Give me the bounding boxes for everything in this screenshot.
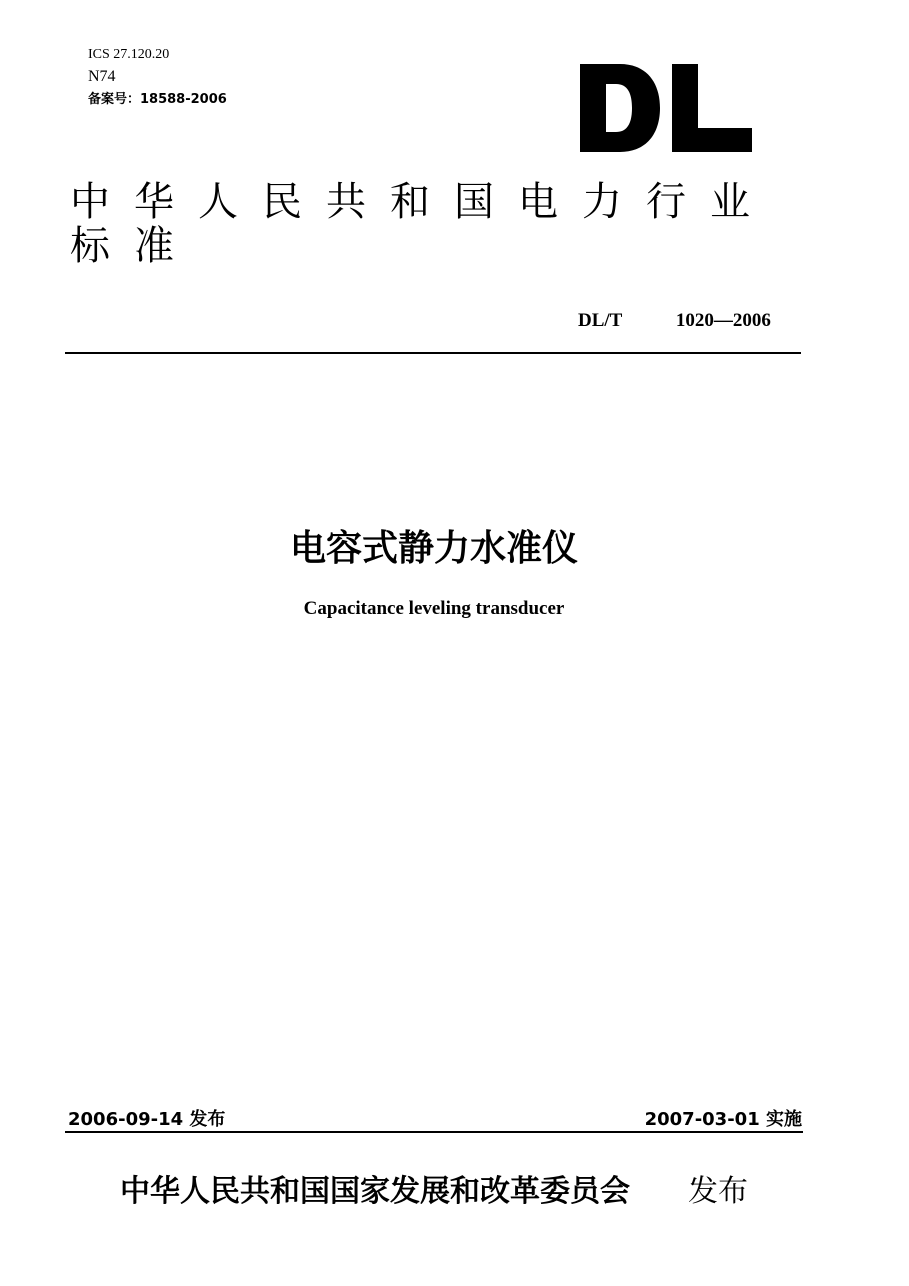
ics-code: ICS 27.120.20 (88, 47, 170, 62)
standard-code-number: 1020—2006 (675, 310, 771, 331)
standard-type-title: 中华人民共和国电力行业标准 (70, 179, 774, 269)
dl-logo (580, 62, 752, 154)
category-code: N74 (88, 68, 116, 85)
publish-label: 发布 (688, 1174, 748, 1209)
document-title-english: Capacitance leveling transducer (303, 598, 565, 619)
publisher: 中华人民共和国国家发展和改革委员会 (120, 1174, 630, 1209)
effective-date: 2007-03-01 实施 (644, 1109, 802, 1130)
record-number: 备案号：18588-2006 (88, 92, 227, 107)
standard-code (578, 310, 771, 332)
footer-divider (65, 1131, 803, 1133)
header-divider (65, 352, 801, 354)
issue-date: 2006-09-14 发布 (68, 1109, 226, 1130)
document-title: 电容式静力水准仪 (289, 528, 578, 569)
standard-code-prefix: DL/T (578, 310, 623, 331)
